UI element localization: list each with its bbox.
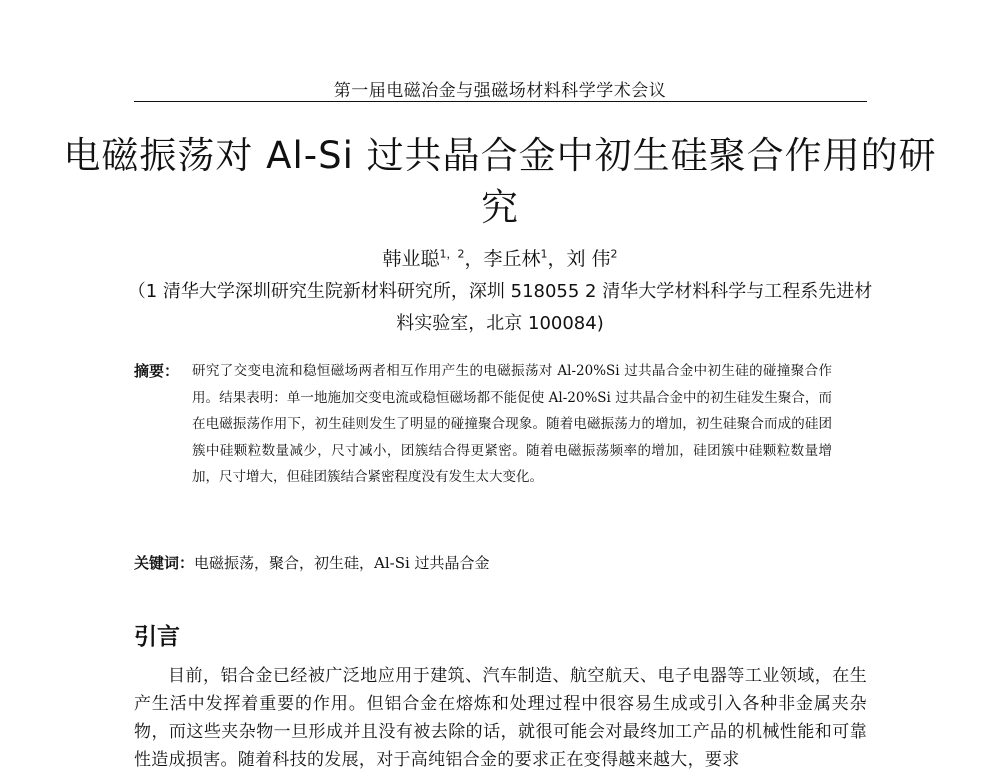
author-affil-mark: 1 (540, 247, 548, 261)
abstract-text: 研究了交变电流和稳恒磁场两者相互作用产生的电磁振荡对 Al-20%Si 过共晶合金中初生硅的碰撞聚合作用。结果表明：单一地施加交变电流或稳恒磁场都不能促使 Al-20%Si 过共晶合金中的初生硅发生聚合，而在电磁振荡作用下，初生硅则发生了明显的碰撞聚合现象。随着电磁振荡力的增加，初生硅聚合而成的硅团簇中硅颗粒数量减少，尺寸减小，团簇结合得更紧密。随着电磁振荡频率的增加，硅团簇中硅颗粒数量增加，尺寸增大，但硅团簇结合紧密程度没有发生太大变化。 (192, 363, 832, 485)
header-rule (134, 101, 867, 102)
abstract-label: 摘要： (134, 362, 180, 380)
author-affil-mark: 1，2 (439, 247, 465, 261)
section-heading-introduction: 引言 (134, 624, 180, 650)
keywords-text: 电磁振荡，聚合，初生硅，Al-Si 过共晶合金 (194, 554, 490, 572)
running-header: 第一届电磁冶金与强磁场材料科学学术会议 (333, 81, 667, 101)
author-name: 李丘林 (483, 248, 541, 270)
paper-title: 电磁振荡对 Al-Si 过共晶合金中初生硅聚合作用的研究 (63, 134, 937, 229)
author-affil-mark: 2 (610, 247, 618, 261)
author-name: 韩业聪 (382, 248, 440, 270)
author-line: 韩业聪$^{1,2}$，李丘林$^1$，刘 伟$^2$ (382, 247, 618, 270)
keywords-label: 关键词： (134, 554, 195, 572)
affiliation: （1 清华大学深圳研究生院新材料研究所，深圳 518055 2 清华大学材料科学与工程系先进材料实验室，北京 100084) (127, 281, 873, 334)
keywords-line (134, 552, 874, 573)
introduction-text: 目前，铝合金已经被广泛地应用于建筑、汽车制造、航空航天、电子电器等工业领域，在生产生活中发挥着重要的作用。但铝合金在熔炼和处理过程中很容易生成或引入各种非金属夹杂物，而这些夹杂物一旦形成并且没有被去除的话，就很可能会对最终加工产品的机械性能和可靠性造成损害。随着科技的发展，对于高纯铝合金的要求正在变得越来越大，要求 (134, 666, 867, 770)
author-name: 刘 伟 (566, 248, 611, 270)
